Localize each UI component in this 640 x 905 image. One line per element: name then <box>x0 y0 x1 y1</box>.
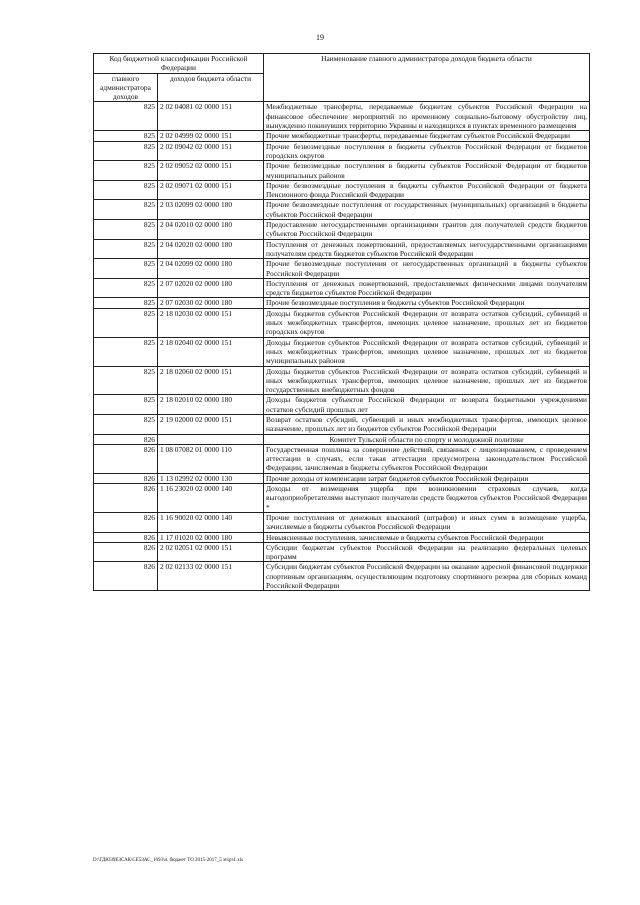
table-row <box>94 562 590 591</box>
name-column-header: Наименование главного администратора доходов бюджета области <box>264 54 590 102</box>
income-name-cell: Доходы бюджетов субъектов Российской Федерации от возврата остатков субсидий, субвенций и иных межбюджетных трансфертов, имеющих целевое назначение, прошлых лет из бюджетов муниципальных районов <box>264 337 590 366</box>
section-empty-cell <box>158 434 264 444</box>
table-row <box>94 414 590 434</box>
admin-code-cell: 826 <box>94 484 158 513</box>
admin-code-cell: 825 <box>94 259 158 279</box>
income-name-cell: Межбюджетные трансферты, передаваемые бюджетам субъектов Российской Федерации на финансовое обеспечение мероприятий по временному социально-бытовому обустройству лиц, вынужденно покинувших территорию Украины и находящихся в пунктах временного размещения <box>264 102 590 131</box>
table-row <box>94 366 590 395</box>
admin-code-cell: 825 <box>94 395 158 415</box>
income-code-cell: 2 02 04999 02 0000 151 <box>158 131 264 141</box>
admin-code-cell: 825 <box>94 337 158 366</box>
table-row <box>94 395 590 415</box>
income-name-cell: Невыясненные поступления, зачисляемые в бюджеты субъектов Российской Федерации <box>264 532 590 542</box>
table-row <box>94 161 590 181</box>
section-admin-code: 826 <box>94 434 158 444</box>
income-code-cell: 2 18 02040 02 0000 151 <box>158 337 264 366</box>
admin-code-cell: 825 <box>94 414 158 434</box>
income-name-cell: Прочие безвозмездные поступления в бюджеты субъектов Российской Федерации от бюджета Пенсионного фонда Российской Федерации <box>264 180 590 200</box>
income-code-cell: 2 03 02099 02 0000 180 <box>158 200 264 220</box>
income-code-cell: 1 13 02992 02 0000 130 <box>158 473 264 483</box>
table-row <box>94 337 590 366</box>
income-name-cell: Поступления от денежных пожертвований, предоставляемых негосударственными организациями получателям средств бюджетов субъектов Российской Федерации <box>264 239 590 259</box>
admin-code-cell: 825 <box>94 200 158 220</box>
income-code-cell: 1 16 90020 02 0000 140 <box>158 512 264 532</box>
income-name-cell: Предоставление негосударственными организациями грантов для получателей средств бюджетов субъектов Российской Федерации <box>264 220 590 240</box>
admin-code-header: главного администратора доходов <box>94 73 158 102</box>
income-name-cell: Государственная пошлина за совершение действий, связанных с лицензированием, с проведением аттестации в случаях, если такая аттестация предусмотрена законодательством Российской Федерации, зачисляемая в бюджеты субъектов Российской Федерации <box>264 444 590 473</box>
table-row <box>94 220 590 240</box>
footer-file-path: D:\ГДЮЗ9ЕЗСАК\СЕ5ЗАС_1693\и. бюджет ТО 2015-2017_5 зп\рз1.xls <box>93 858 244 863</box>
admin-code-cell: 825 <box>94 131 158 141</box>
admin-code-cell: 826 <box>94 512 158 532</box>
admin-code-cell: 825 <box>94 278 158 298</box>
income-name-cell: Прочие безвозмездные поступления в бюджеты субъектов Российской Федерации <box>264 298 590 308</box>
table-row <box>94 473 590 483</box>
admin-code-cell: 826 <box>94 562 158 591</box>
income-code-cell: 2 07 02020 02 0000 180 <box>158 278 264 298</box>
admin-code-cell: 825 <box>94 308 158 337</box>
table-row <box>94 308 590 337</box>
admin-code-cell: 826 <box>94 532 158 542</box>
income-name-cell: Прочие безвозмездные поступления от государственных (муниципальных) организаций в бюджеты субъектов Российской Федерации <box>264 200 590 220</box>
table-row <box>94 278 590 298</box>
section-title: Комитет Тульской области по спорту и молодежной политике <box>264 434 590 444</box>
revenue-administrators-table <box>93 53 590 591</box>
section-header-row <box>94 434 590 444</box>
income-code-cell: 2 07 02030 02 0000 180 <box>158 298 264 308</box>
table-row <box>94 298 590 308</box>
income-code-cell: 2 18 02030 02 0000 151 <box>158 308 264 337</box>
income-code-cell: 1 17 01020 02 0000 180 <box>158 532 264 542</box>
income-name-cell: Доходы бюджетов субъектов Российской Федерации от возврата остатков субсидий, субвенций и иных межбюджетных трансфертов, имеющих целевое назначение, прошлых лет из бюджетов городских округов <box>264 308 590 337</box>
admin-code-cell: 825 <box>94 141 158 161</box>
income-code-cell: 2 02 09042 02 0000 151 <box>158 141 264 161</box>
income-name-cell: Поступления от денежных пожертвований, предоставляемых физическими лицами получателям средств бюджетов субъектов Российской Федерации <box>264 278 590 298</box>
table-row <box>94 259 590 279</box>
income-code-cell: 2 02 04081 02 0000 151 <box>158 102 264 131</box>
table-row <box>94 200 590 220</box>
admin-code-cell: 826 <box>94 444 158 473</box>
income-name-cell: Доходы от возмещения ущерба при возникновении страховых случаев, когда выгодоприобретателями выступают получатели средств бюджетов субъектов Российской Федерации * <box>264 484 590 513</box>
income-name-cell: Доходы бюджетов субъектов Российской Федерации от возврата бюджетными учреждениями остатков субсидий прошлых лет <box>264 395 590 415</box>
code-group-header: Код бюджетной классификации Российской Федерации <box>94 54 264 74</box>
income-code-cell: 1 16 23020 02 0000 140 <box>158 484 264 513</box>
income-name-cell: Доходы бюджетов субъектов Российской Федерации от возврата остатков субсидий, субвенций и иных межбюджетных трансфертов, имеющих целевое назначение, прошлых лет из бюджетов государственных внебюджетных фондов <box>264 366 590 395</box>
income-code-cell: 2 19 02000 02 0000 151 <box>158 414 264 434</box>
page-number: 19 <box>316 33 324 42</box>
income-code-cell: 1 08 07082 01 0000 110 <box>158 444 264 473</box>
table-row <box>94 444 590 473</box>
income-code-cell: 2 18 02010 02 0000 180 <box>158 395 264 415</box>
income-name-cell: Прочие доходы от компенсации затрат бюджетов субъектов Российской Федерации <box>264 473 590 483</box>
income-name-cell: Возврат остатков субсидий, субвенций и иных межбюджетных трансфертов, имеющих целевое назначение, прошлых лет из бюджетов субъектов Российской Федерации <box>264 414 590 434</box>
income-name-cell: Прочие межбюджетные трансферты, передаваемые бюджетам субъектов Российской Федерации <box>264 131 590 141</box>
admin-code-cell: 825 <box>94 220 158 240</box>
income-code-cell: 2 02 02051 02 0000 151 <box>158 542 264 562</box>
table-header-row <box>94 54 590 74</box>
admin-code-cell: 825 <box>94 298 158 308</box>
income-name-cell: Субсидии бюджетам субъектов Российской Федерации на оказание адресной финансовой поддержки спортивным организациям, осуществляющим подготовку спортивного резерва для сборных команд Российской Федерации <box>264 562 590 591</box>
admin-code-cell: 826 <box>94 542 158 562</box>
income-name-cell: Прочие безвозмездные поступления в бюджеты субъектов Российской Федерации от бюджетов городских округов <box>264 141 590 161</box>
income-name-cell: Прочие безвозмездные поступления от негосударственных организаций в бюджеты субъектов Российской Федерации <box>264 259 590 279</box>
income-name-cell: Субсидии бюджетам субъектов Российской Федерации на реализацию федеральных целевых программ <box>264 542 590 562</box>
income-name-cell: Прочие безвозмездные поступления в бюджеты субъектов Российской Федерации от бюджетов муниципальных районов <box>264 161 590 181</box>
income-code-cell: 2 02 09052 02 0000 151 <box>158 161 264 181</box>
admin-code-cell: 825 <box>94 161 158 181</box>
income-name-cell: Прочие поступления от денежных взысканий (штрафов) и иных сумм в возмещение ущерба, зачисляемые в бюджеты субъектов Российской Федерации <box>264 512 590 532</box>
table-row <box>94 239 590 259</box>
admin-code-cell: 825 <box>94 366 158 395</box>
admin-code-cell: 825 <box>94 239 158 259</box>
admin-code-cell: 825 <box>94 102 158 131</box>
income-code-cell: 2 04 02020 02 0000 180 <box>158 239 264 259</box>
table-row <box>94 102 590 131</box>
income-code-cell: 2 04 02099 02 0000 180 <box>158 259 264 279</box>
income-code-cell: 2 02 02133 02 0000 151 <box>158 562 264 591</box>
income-code-cell: 2 02 09071 02 0000 151 <box>158 180 264 200</box>
table-row <box>94 532 590 542</box>
table-row <box>94 141 590 161</box>
table-row <box>94 131 590 141</box>
table-row <box>94 180 590 200</box>
income-code-cell: 2 18 02060 02 0000 151 <box>158 366 264 395</box>
income-code-header: доходов бюджета области <box>158 73 264 102</box>
table-row <box>94 542 590 562</box>
admin-code-cell: 825 <box>94 180 158 200</box>
admin-code-cell: 826 <box>94 473 158 483</box>
income-code-cell: 2 04 02010 02 0000 180 <box>158 220 264 240</box>
table-row <box>94 484 590 513</box>
table-row <box>94 512 590 532</box>
